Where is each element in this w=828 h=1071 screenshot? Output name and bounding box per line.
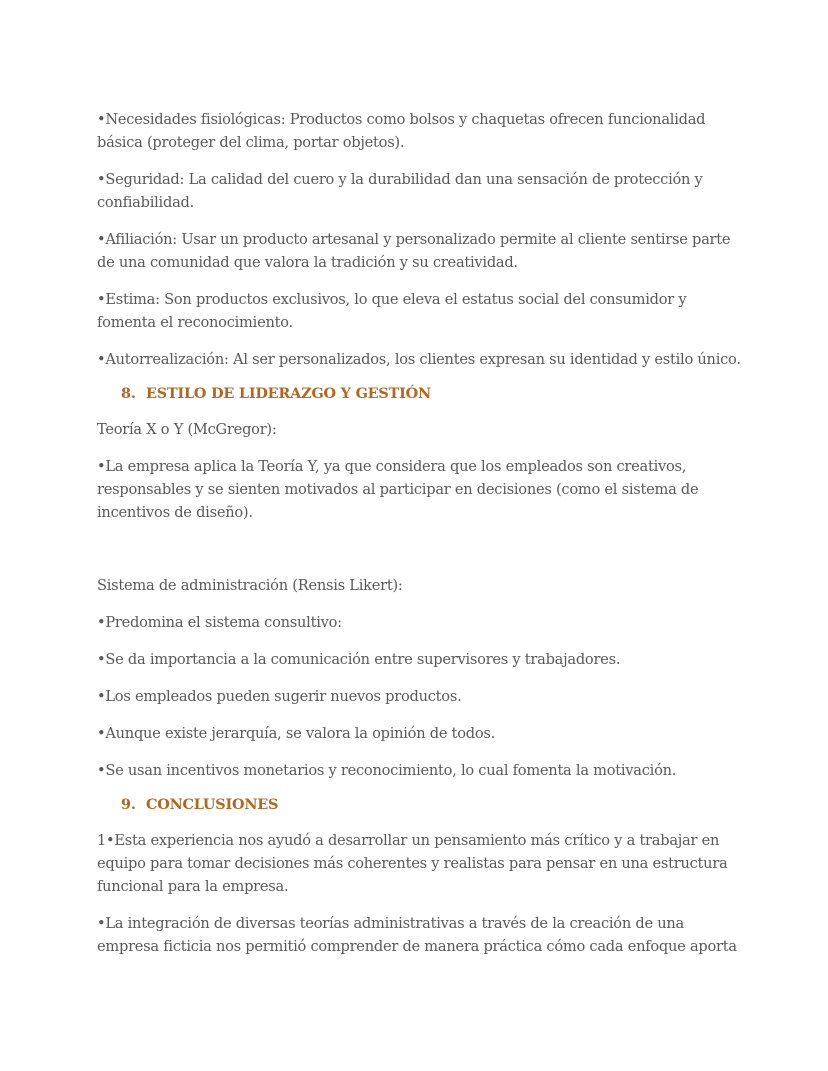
likert-item: •Aunque existe jerarquía, se valora la opinión de todos. bbox=[97, 725, 496, 742]
paragraph-maslow-esteem: •Estima: Son productos exclusivos, lo que eleva el estatus social del consumidor y fomenta el reconocimiento. bbox=[97, 291, 687, 331]
blank-line bbox=[97, 538, 747, 574]
section-8-heading bbox=[121, 382, 747, 405]
document-page bbox=[97, 108, 747, 972]
conclusion-item: •La integración de diversas teorías administrativas a través de la creación de una empresa ficticia nos permitió comprender de manera práctica cómo cada enfoque aporta bbox=[97, 915, 737, 955]
paragraph-maslow-self-realization: •Autorrealización: Al ser personalizados, los clientes expresan su identidad y estilo único. bbox=[97, 351, 741, 368]
section-9-title: CONCLUSIONES bbox=[146, 796, 279, 813]
paragraph-maslow-affiliation: •Afiliación: Usar un producto artesanal y personalizado permite al cliente sentirse parte de una comunidad que valora la tradición y su creatividad. bbox=[97, 231, 731, 271]
likert-item: •Se usan incentivos monetarios y reconocimiento, lo cual fomenta la motivación. bbox=[97, 762, 677, 779]
section-9-heading bbox=[121, 793, 747, 816]
paragraph-maslow-security: •Seguridad: La calidad del cuero y la durabilidad dan una sensación de protección y confiabilidad. bbox=[97, 171, 703, 211]
likert-label: Sistema de administración (Rensis Likert): bbox=[97, 577, 403, 594]
conclusion-item: 1•Esta experiencia nos ayudó a desarrollar un pensamiento más crítico y a trabajar en equipo para tomar decisiones más coherentes y realistas para pensar en una estructura funcional para la empresa. bbox=[97, 832, 728, 895]
likert-item: •Los empleados pueden sugerir nuevos productos. bbox=[97, 688, 462, 705]
theory-xy-text: •La empresa aplica la Teoría Y, ya que considera que los empleados son creativos, responsables y se sienten motivados al participar en decisiones (como el sistema de incentivos de diseño). bbox=[97, 458, 699, 521]
theory-xy-label: Teoría X o Y (McGregor): bbox=[97, 421, 277, 438]
likert-item: •Predomina el sistema consultivo: bbox=[97, 614, 342, 631]
paragraph-maslow-physiological: •Necesidades fisiológicas: Productos como bolsos y chaquetas ofrecen funcionalidad básica (proteger del clima, portar objetos). bbox=[97, 111, 706, 151]
section-9-number: 9. bbox=[121, 796, 136, 813]
section-8-number: 8. bbox=[121, 385, 136, 402]
section-8-title: ESTILO DE LIDERAZGO Y GESTIÓN bbox=[146, 385, 431, 402]
likert-item: •Se da importancia a la comunicación entre supervisores y trabajadores. bbox=[97, 651, 621, 668]
